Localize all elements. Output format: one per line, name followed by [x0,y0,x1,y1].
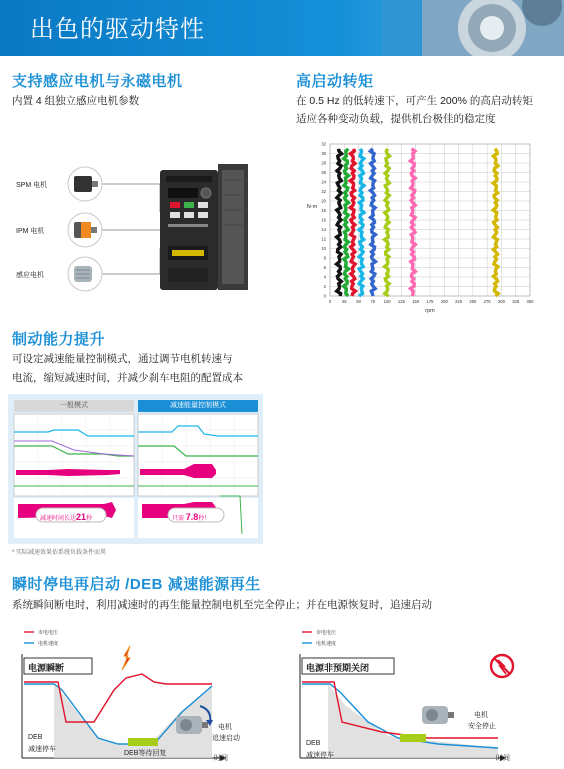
induction-section-title: 支持感应电机与永磁电机 [12,73,183,90]
x-tick-label: 325 [512,299,520,304]
spm-motor-label: SPM 电机 [16,182,48,189]
ipm-motor-icon [68,213,102,247]
ac-drive-image [160,164,248,290]
normal-decel-time: 减速时间长达21秒 [40,512,93,522]
y-tick-label: 26 [321,170,326,175]
motor-icon-right [422,706,454,724]
y-tick-label: 0 [323,293,326,299]
left-deb-stop-label: 减速停车 [28,746,56,753]
x-tick-label: 0 [328,299,332,304]
x-tick-label: 100 [383,299,391,304]
y-tick-label: 4 [323,274,326,280]
torque-chart [300,136,540,316]
restart-section-title: 瞬时停电再启动 /DEB 减速能源再生 [12,576,261,593]
y-tick-label: 12 [321,236,326,242]
right-deb-label: DEB [306,740,321,747]
torque-desc-line1: 在 0.5 Hz 的低转速下，可产生 200% 的高启动转矩 [296,95,533,107]
x-tick-label: 125 [397,299,405,304]
x-tick-label: 300 [497,299,505,304]
braking-section-title: 制动能力提升 [12,331,106,348]
left-legend-speed: 电机速度 [38,641,59,647]
motor-label-right: 电机 [474,712,488,719]
x-tick-label: 350 [526,299,534,304]
y-tick-label: 20 [321,198,326,204]
y-axis-label: N-m [306,203,318,210]
induction-desc: 内置 4 组独立感应电机参数 [12,95,140,107]
restart-desc: 系统瞬间断电时，利用减速时的再生能量控制电机至完全停止；并在电源恢复时，追速启动 [12,599,432,611]
x-tick-label: 225 [455,299,463,304]
induction-motor-icon [68,257,102,291]
torque-section-title: 高启动转矩 [296,73,374,90]
y-tick-label: 30 [321,151,326,156]
tab-energy-label: 减速能量控制模式 [170,402,226,409]
motor-label-left: 电机 [218,724,232,731]
motor-safe-stop-label: 安全停止 [468,723,496,730]
right-legend-voltage: 市电电压 [316,630,337,636]
power-dip-label: 电源瞬断 [28,663,65,673]
y-tick-label: 28 [321,160,326,166]
y-tick-label: 16 [321,217,326,223]
x-tick-label: 200 [440,299,448,304]
y-tick-label: 14 [321,227,326,232]
x-tick-label: 250 [469,299,477,304]
lightning-icon [122,646,130,670]
braking-note: * 实际减速效果依系统负载条件而異 [12,550,107,556]
x-tick-label: 50 [356,299,361,304]
y-tick-label: 6 [323,265,326,270]
y-tick-label: 2 [323,284,326,289]
braking-desc-line1: 可设定减速能量控制模式，通过调节电机转速与 [12,353,233,365]
torque-desc-line2: 适应各种变动负载，提供机台极佳的稳定度 [296,113,496,125]
energy-decel-time: 只需 7.8秒！ [172,512,211,522]
x-tick-label: 175 [426,299,434,304]
motor-restart-label: 追速启动 [212,735,240,742]
ipm-motor-label: IPM 电机 [16,228,45,235]
x-tick-label: 150 [412,299,420,304]
y-tick-label: 24 [321,179,326,185]
power-off-diagram [288,626,558,766]
induction-motor-label: 感应电机 [16,272,44,279]
left-deb-label: DEB [28,734,43,741]
left-legend-voltage: 市电电压 [38,630,59,636]
y-tick-label: 8 [323,255,326,261]
y-tick-label: 22 [321,189,326,194]
right-time-label: 时间 [496,755,510,762]
power-off-label: 电源非预期关闭 [306,663,370,673]
y-tick-label: 10 [321,246,326,251]
y-tick-label: 32 [321,141,326,147]
right-deb-stop-label: 减速停车 [306,752,334,759]
drive-motor-illustration [10,150,280,305]
page-title: 出色的驱动特性 [30,16,205,43]
x-tick-label: 25 [341,299,347,304]
x-tick-label: 275 [483,299,491,304]
tab-normal-label: 一般模式 [60,402,88,409]
deb-wait-label: DEB等待回复 [124,750,167,757]
no-power-icon [491,655,513,677]
braking-desc-line2: 电流，缩短减速时间，并减少刹车电阻的配置成本 [12,372,243,384]
machine-gear-image [382,0,564,56]
x-axis-label: rpm [425,308,435,314]
left-time-label: 时间 [214,755,228,762]
spm-motor-icon [68,167,102,201]
y-tick-label: 18 [321,208,326,213]
right-legend-speed: 电机速度 [316,641,337,647]
x-tick-label: 75 [370,299,376,304]
header-banner [0,0,564,56]
